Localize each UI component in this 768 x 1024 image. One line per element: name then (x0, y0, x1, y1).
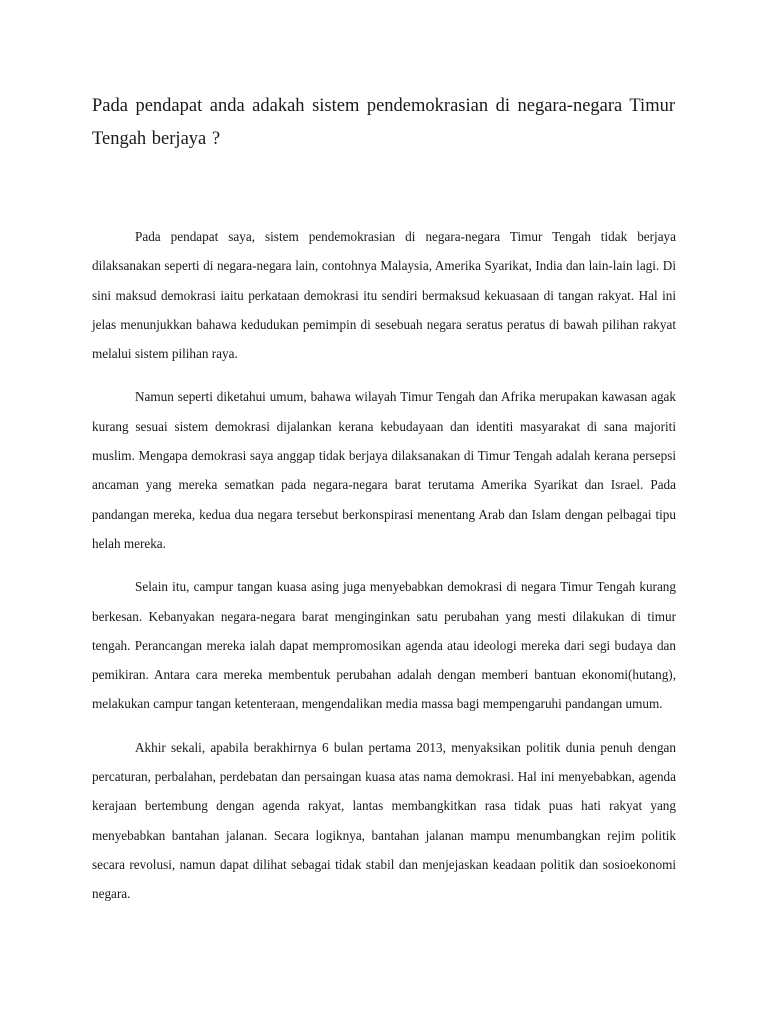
paragraph-1: Pada pendapat saya, sistem pendemokrasian di negara-negara Timur Tengah tidak berjaya dilaksanakan seperti di negara-negara lain, contohnya Malaysia, Amerika Syarikat, India dan lain-lain lagi. Di sini maksud demokrasi iaitu perkataan demokrasi itu sendiri bermaksud kekuasaan di tangan rakyat. Hal ini jelas menunjukkan bahawa kedudukan pemimpin di sesebuah negara seratus peratus di bawah pilihan rakyat melalui sistem pilihan raya. (92, 229, 676, 362)
paragraph-4: Akhir sekali, apabila berakhirnya 6 bulan pertama 2013, menyaksikan politik dunia penuh dengan percaturan, perbalahan, perdebatan dan persaingan kuasa atas nama demokrasi. Hal ini menyebabkan, agenda kerajaan bertembung dengan agenda rakyat, lantas membangkitkan rasa tidak puas hati rakyat yang menyebabkan bantahan jalanan. Secara logiknya, bantahan jalanan mampu menumbangkan rejim politik secara revolusi, namun dapat dilihat sebagai tidak stabil dan menjejaskan keadaan politik dan sosioekonomi negara. (92, 739, 676, 902)
document-body (92, 222, 676, 923)
document-title: Pada pendapat anda adakah sistem pendemokrasian di negara-negara Timur Tengah berjaya ? (92, 96, 675, 149)
paragraph-2: Namun seperti diketahui umum, bahawa wilayah Timur Tengah dan Afrika merupakan kawasan agak kurang sesuai sistem demokrasi dijalankan kerana kebudayaan dan identiti masyarakat di sana majoriti muslim. Mengapa demokrasi saya anggap tidak berjaya dilaksanakan di Timur Tengah adalah kerana persepsi ancaman yang mereka sematkan pada negara-negara barat terutama Amerika Syarikat dan Israel. Pada pandangan mereka, kedua dua negara tersebut berkonspirasi menentang Arab dan Islam dengan pelbagai tipu helah mereka. (92, 389, 676, 551)
paragraph-3: Selain itu, campur tangan kuasa asing juga menyebabkan demokrasi di negara Timur Tengah kurang berkesan. Kebanyakan negara-negara barat menginginkan satu perubahan yang mesti dilakukan di timur tengah. Perancangan mereka ialah dapat mempromosikan agenda atau ideologi mereka dari segi budaya dan pemikiran. Antara cara mereka membentuk perubahan adalah dengan memberi bantuan ekonomi(hutang), melakukan campur tangan ketenteraan, mengendalikan media massa bagi mempengaruhi pandangan umum. (92, 579, 676, 712)
